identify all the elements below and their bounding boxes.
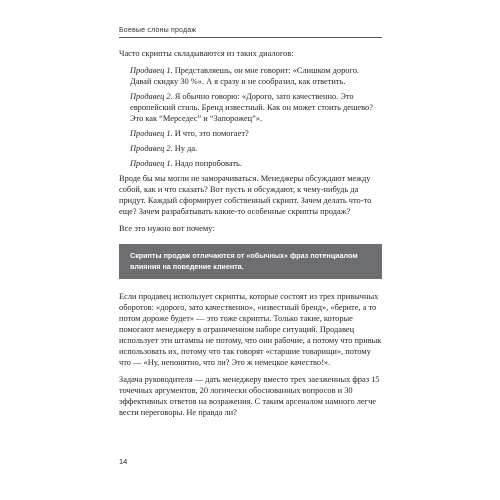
dialog-speaker: Продавец 2.	[130, 144, 173, 153]
dialog-text: И что, это помогает?	[172, 129, 249, 138]
body-paragraph: Все это нужно вот почему:	[119, 224, 215, 233]
dialog-speaker: Продавец 1.	[130, 129, 173, 138]
dialog-text: Ну да.	[172, 144, 198, 153]
dialog-block	[119, 65, 382, 169]
dialog-line	[130, 65, 382, 87]
highlight-callout: Скрипты продаж отличаются от «обычных» фраз потенциалом влияния на поведение клиента.	[119, 244, 382, 279]
body-paragraph: Вроде бы мы могли не заморачиваться. Менеджеры обсуждают между собой, как и что сказать? Вот пусть и обсуждают, к чему-нибудь да придут. Каждый сформирует собственный скрипт. Зачем делать что-то еще? Зачем разрабатывать какие-то особенные скрипты продаж?	[119, 174, 372, 216]
dialog-line	[130, 143, 382, 154]
body-paragraph: Задача руководителя — дать менеджеру вместо трех заезженных фраз 15 точечных аргументов, 20 логически обоснованных вопросов и 30 эффективных ответов на возражения. С таким арсеналом намного легче вести переговоры. Не правда ли?	[119, 375, 380, 417]
dialog-speaker: Продавец 2.	[130, 92, 173, 101]
dialog-text: Я обычно говорю: «Дорого, зато качественно. Это европейский стиль. Бренд известный. Как он может стоить дешево? Это как “Мерседес” и “Запорожец”».	[130, 92, 373, 123]
dialog-speaker: Продавец 1.	[130, 159, 173, 168]
intro-paragraph: Часто скрипты складываются из таких диалогов:	[119, 49, 294, 58]
body-paragraph: Если продавец использует скрипты, которые состоят из трех привычных оборотов: «дорого, зато качественно», «известный бренд», «берите, а то потом дороже будет» — это тоже скрипты. Только такие, которые помогают менеджеру в ограниченном наборе ситуаций. Продавец использует эти штампы не потому, что они рабочие, а потому что привык использовать их, потому что так говорят «старшие товарищи», потому что — «Ну, непонятно, что ли? Это ж немецкое качество!».	[119, 292, 382, 367]
dialog-line	[130, 91, 382, 124]
page-number: 14	[119, 457, 128, 466]
dialog-text: Надо попробовать.	[172, 159, 242, 168]
dialog-line	[130, 158, 382, 169]
dialog-speaker: Продавец 1.	[130, 66, 173, 75]
dialog-line	[130, 128, 382, 139]
running-header: Боевые слоны продаж	[119, 27, 197, 34]
dialog-text: Представляешь, он мне говорит: «Слишком дорого. Давай скидку 30 %». А я сразу и не сообразил, как ответить.	[130, 66, 359, 86]
header-rule	[119, 37, 382, 38]
page-body	[119, 48, 382, 424]
